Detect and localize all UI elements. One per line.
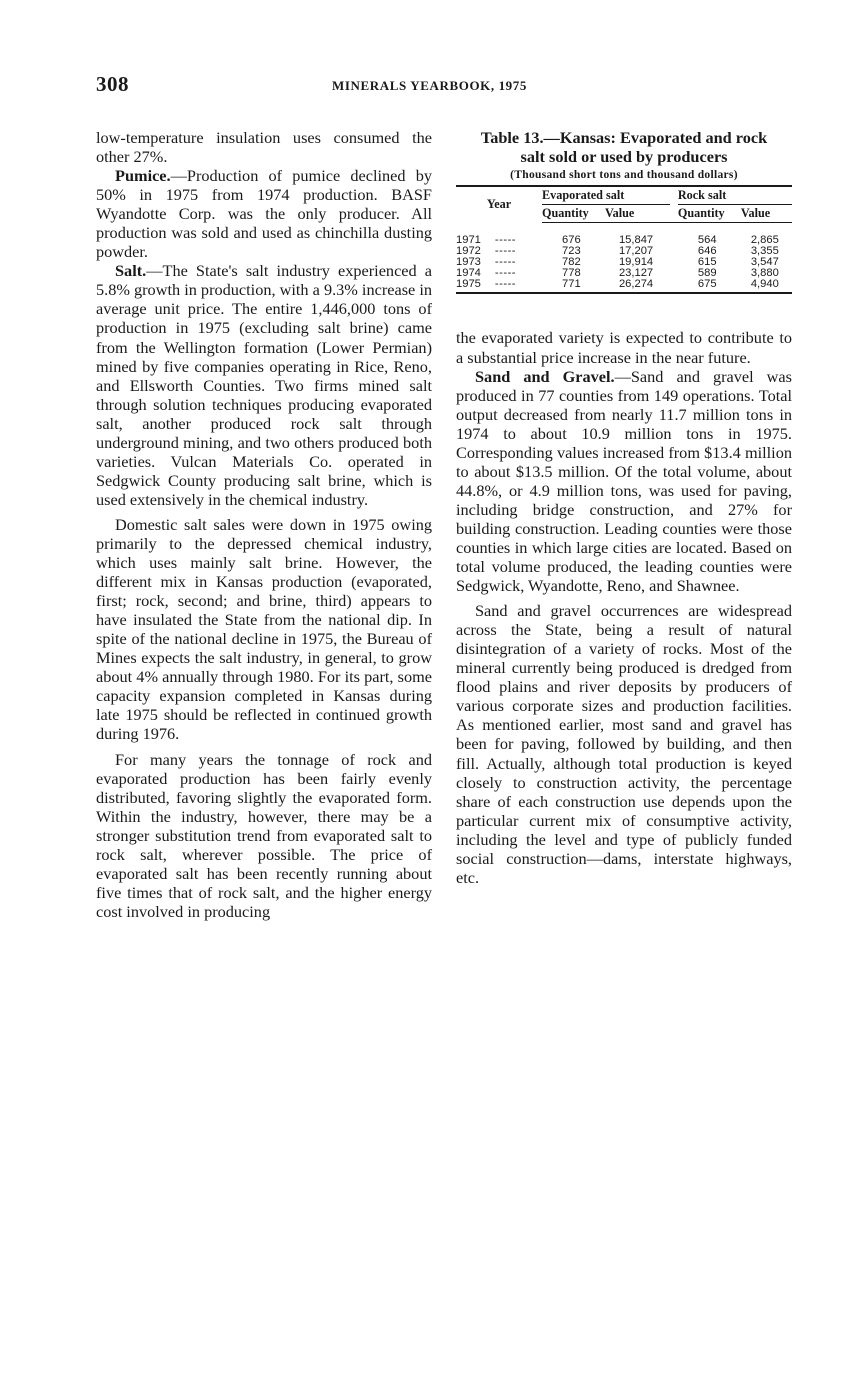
pumice-heading: Pumice. [115,166,171,186]
table-row [456,279,792,294]
salt-heading: Salt. [115,261,147,281]
paragraph-domestic-salt: Domestic salt sales were down in 1975 owing primarily to the depressed chemical industry, which uses mainly salt brine. However, the different mix in Kansas production (evaporated, first; rock, second; and brine, third) appears to have insulated the State from the national dip. In spite of the national decline in 1975, the Bureau of Mines expects the salt industry, in general, to grow about 4% annually through 1980. For its part, some capacity expansion completed in Kansas during late 1975 should be reflected in continued growth during 1976. [96,514,432,744]
spacer-cell [670,279,678,294]
evap-value-cell: 19,914 [618,255,654,268]
evap-quantity-cell: 771 [542,279,605,294]
year-label: 1974 [456,266,481,279]
year-label: 1972 [456,244,481,257]
evaporated-salt-header: Evaporated salt [542,186,670,204]
evap-value-cell: 23,127 [618,266,654,279]
leader-dots: ----- [494,266,517,279]
spacer-cell [670,257,678,268]
rock-quantity-cell: 646 [697,244,717,257]
evap-value-cell: 26,274 [605,279,670,294]
table-row [456,222,792,245]
table-subtitle: (Thousand short tons and thousand dollars) [510,169,738,182]
year-label: 1975 [456,277,481,290]
pumice-text: —Production of pumice declined by 50% in 1975 from 1974 production. BASF Wyandotte Corp. was the only producer. All production was sold and used as chinchilla dusting powder. [96,166,432,262]
left-column [96,128,432,921]
evap-quantity-cell: 782 [562,255,581,268]
sand-gravel-text: —Sand and gravel was produced in 77 counties from 149 operations. Total output decreased from nearly 11.7 million tons in 1974 to about 10.9 million tons in 1975. Corresponding values increased from $13.4 million to about $13.5 million. Of the total volume, about 44.8%, or 4.9 million tons, was used for paving, including bridge construction, and 27% for building construction. Leading counties were those counties in which large cities are located. Based on total volume produced, the leading counties were Sedgwick, Wyandotte, Reno, and Shawnee. [456,366,792,596]
rock-quantity-cell: 615 [697,255,717,268]
leader-dots: ----- [494,233,517,246]
table-13 [456,128,792,294]
evap-quantity-cell: 778 [562,266,581,279]
spacer-cell [670,222,678,245]
year-cell [456,279,542,294]
salt-text: —The State's salt industry experienced a 5.8% growth in production, with a 9.3% increase in average unit price. The entire 1,446,000 tons of production in 1975 (excluding salt brine) came from the Wellington formation (Lower Permian) mined by five companies operating in Rice, Reno, and Ellsworth Counties. Two firms mined salt through solution techniques producing evaporated salt, another produced rock salt through underground mining, and two others produced both varieties. Vulcan Materials Co. operated in Sedgwick County producing salt brine, which is used extensively in the chemical industry. [96,261,432,509]
page-number: 308 [96,72,129,96]
table-title-line1: Table 13.—Kansas: Evaporated and rock [480,128,768,147]
leader-dots: ----- [494,277,517,290]
rock-quantity-header: Quantity [678,205,741,223]
rock-value-cell: 3,880 [750,266,779,279]
spacer-cell [670,246,678,257]
leader-dots: ----- [494,255,517,268]
evap-quantity-header: Quantity [542,205,605,223]
rock-quantity-cell: 675 [678,279,741,294]
year-label: 1971 [456,233,481,246]
leader-dots: ----- [494,244,517,257]
year-cell [456,222,542,245]
table-row [456,268,792,279]
table-body [456,222,792,293]
paragraph-rock-evaporated: For many years the tonnage of rock and evaporated production has been fairly evenly distributed, favoring slightly the evaporated form. Within the industry, however, there may be a stronger substitution trend from evaporated salt to rock salt, wherever possible. The price of evaporated salt has been recently running about five times that of rock salt, and the higher energy cost involved in producing [96,749,432,921]
rock-quantity-cell: 589 [697,266,717,279]
rock-value-cell: 3,355 [750,244,779,257]
right-column [456,128,792,887]
rock-value-cell: 3,547 [750,255,779,268]
rock-quantity-cell: 564 [697,233,717,246]
paragraph-insulation-end: low-temperature insulation uses consumed the other 27%. [96,128,432,167]
rock-value-header: Value [741,205,792,223]
running-head: MINERALS YEARBOOK, 1975 [332,78,527,93]
paragraph-sand-gravel [456,367,792,596]
table-group-header-row [456,186,792,204]
evap-value-header: Value [605,205,670,223]
table-title-line2: salt sold or used by producers [520,147,728,167]
salt-table [456,185,792,294]
paragraph-pumice [96,166,432,261]
evap-quantity-cell: 676 [562,233,581,246]
rock-salt-header: Rock salt [678,186,792,204]
evap-value-cell: 15,847 [618,233,654,246]
paragraph-salt [96,261,432,509]
evap-value-cell: 17,207 [618,244,654,257]
paragraph-evaporated-price: the evaporated variety is expected to contribute to a substantial price increase in the near future. [456,328,792,367]
year-label: 1973 [456,255,481,268]
evap-quantity-cell: 723 [562,244,581,257]
sand-gravel-heading: Sand and Gravel. [475,366,615,386]
page-header [96,72,792,100]
rock-value-cell: 4,940 [741,279,792,294]
rock-value-cell: 2,865 [750,233,779,246]
year-header: Year [486,197,512,212]
paragraph-sand-gravel-occurrences: Sand and gravel occurrences are widespread across the State, being a result of natural disintegration of a variety of rocks. Most of the mineral currently being produced is dredged from flood plains and river deposits by producers of various corporate sizes and production facilities. As mentioned earlier, most sand and gravel has been for paving, followed by building, and then fill. Actually, although total production is keyed closely to construction activity, the percentage share of each construction use depends upon the particular current mix of consumptive activity, including the level and type of publicly funded social construction—dams, interstate highways, etc. [456,601,792,887]
spacer-cell [670,268,678,279]
